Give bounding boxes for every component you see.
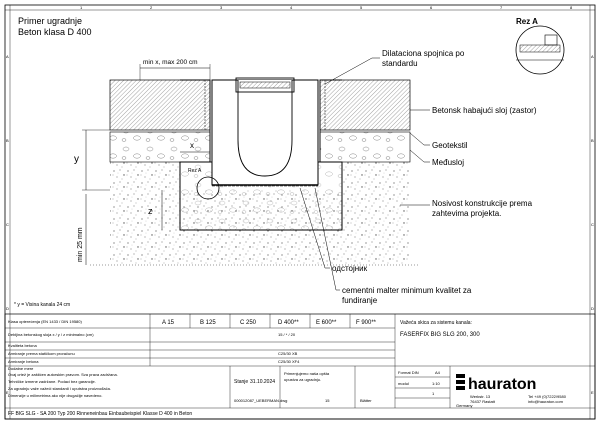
detail-title: Rez A — [516, 17, 538, 26]
border-label-right: B — [591, 138, 594, 143]
note-line2: upustva za ugradnju. — [284, 377, 322, 382]
dim-z: z — [148, 206, 153, 216]
dim-y: y — [74, 154, 79, 165]
product-intro: Važeća skica za sistemu kanala: — [400, 320, 472, 326]
small-row-3: Dodatne mere — [8, 366, 34, 371]
scale-label: modul — [398, 381, 409, 386]
leader-geotextile — [410, 133, 430, 145]
dim-min-bed: min 25 mm — [77, 227, 84, 262]
date-label: Stanje — [234, 379, 249, 385]
date-value: 31.10.2024 — [250, 379, 276, 385]
rez-marker: Rez A — [188, 168, 202, 174]
wearing-layer-right — [320, 80, 410, 130]
annotation-intermediate: Međusloj — [432, 158, 465, 167]
format-value: A4 — [435, 370, 440, 375]
border-label-right: C — [591, 222, 594, 227]
annotation-wearing-layer: Betonsk habajući sloj (zastor) — [432, 106, 537, 115]
address-line3: Germany — [456, 403, 473, 408]
class-c250: C 250 — [240, 320, 257, 326]
contact-email: info@hauraton.com — [528, 399, 563, 404]
annotation-base-line2: zahtevima projekta. — [432, 209, 502, 218]
title-block — [5, 314, 595, 419]
intermediate-layer-left — [110, 132, 210, 162]
detail-profile — [545, 35, 557, 45]
channel-trough — [238, 80, 292, 176]
leader-intermediate — [410, 150, 430, 162]
product-name: FASERFIX BIG SLG 200, 300 — [400, 332, 480, 338]
detail-seal — [520, 45, 560, 52]
c25-a: C25/30 XB — [278, 351, 298, 356]
contact-phone: Tel +49 (0)7222/9580 — [528, 394, 566, 399]
dim-x: x — [190, 141, 194, 150]
drawing-title-line2: Beton klasa D 400 — [18, 27, 92, 37]
format-label: Format DIN — [398, 370, 419, 375]
border-label-top: 7 — [500, 5, 503, 10]
border-label-left: C — [6, 222, 9, 227]
note-line1: Primenjujemo naša opšta — [284, 371, 330, 376]
brand-name: hauraton — [468, 376, 537, 393]
annotation-joint-line1: Dilataciona spojnica po — [382, 49, 465, 58]
c25-b: C25/30 XF4 — [278, 359, 300, 364]
page-number: 15 — [325, 398, 330, 403]
class-d400: D 400** — [278, 320, 299, 326]
annotation-geotextile: Geotekstil — [432, 141, 468, 150]
annotation-mortar-line1: cementni malter minimum kvalitet za — [342, 286, 472, 295]
border-label-left: E — [6, 390, 9, 395]
dim-top-width: min x, max 200 cm — [143, 59, 198, 66]
scale-value: 1:10 — [432, 381, 440, 386]
border-label-left: B — [6, 138, 9, 143]
class-f900: F 900** — [356, 320, 377, 326]
disclaimer-line2: Tehničke izmene zadržane. Podaci bez garancije. — [8, 379, 96, 384]
annotation-offset: одстојник — [332, 264, 368, 273]
grating-bars — [240, 82, 290, 88]
border-label-top: 5 — [360, 5, 363, 10]
small-row-2: Armiranje betona — [8, 359, 39, 364]
class-b125: B 125 — [200, 320, 216, 326]
border-label-top: 3 — [220, 5, 223, 10]
border-label-left: D — [6, 306, 9, 311]
base-layer-left-upper — [110, 162, 180, 190]
wearing-layer-left — [110, 80, 210, 130]
row2-label: Debljina betonskog sloja x / y / z minimalno (cm) — [8, 332, 94, 337]
note-channel-height: * y = Visina kanala 24 cm — [14, 302, 71, 308]
border-label-top: 6 — [430, 5, 433, 10]
drawing-number: 000012087_UEBERMAN.dwg — [234, 398, 288, 403]
sheet-label: Blätter — [360, 398, 372, 403]
footer-text: FF BIG SLG - SA 200 Typ 200 Rinneneinbau Einbaubeispiel Klasse D 400 in Beton — [8, 411, 193, 417]
address-line2: 76437 Rastatt — [470, 399, 495, 404]
address-line1: Werkstr. 13 — [470, 394, 491, 399]
border-label-top: 4 — [290, 5, 293, 10]
disclaimer-line3: Za ugradnju važe važeći standardi i uputstva proizvođača. — [8, 386, 111, 391]
border-label-right: D — [591, 306, 594, 311]
annotation-base-line1: Nosivost konstrukcije prema — [432, 199, 533, 208]
border-label-right: E — [591, 390, 594, 395]
hauraton-logo — [456, 374, 536, 393]
annotation-joint-line2: standardu — [382, 59, 418, 68]
load-class-label: Klasa opterećenja (EN 1433 / DIN 19580) — [8, 319, 82, 324]
border-label-top: 1 — [80, 5, 83, 10]
class-e600: E 600** — [316, 320, 337, 326]
border-label-top: 2 — [150, 5, 153, 10]
border-label-left: A — [6, 54, 9, 59]
disclaimer-line1: Ovaj crtež je zaštićen autorskim pravom. Sva prava zadržana. — [8, 372, 118, 377]
sheet-value: 1 — [432, 391, 435, 396]
class-a15: A 15 — [162, 320, 175, 326]
small-row-1: Armiranje prema statičkom proračunu — [8, 351, 75, 356]
border-label-top: 8 — [570, 5, 573, 10]
border-label-right: A — [591, 54, 594, 59]
annotation-mortar-line2: fundiranje — [342, 296, 378, 305]
intermediate-layer-right — [320, 132, 410, 162]
disclaimer-line4: Dimenzije u milimetrima ako nije drugačije navedeno. — [8, 393, 103, 398]
base-layer-right-upper — [342, 162, 410, 190]
row2-value: 15 / * / 20 — [278, 332, 296, 337]
row3-label: Kvaliteta betona — [8, 343, 37, 348]
drawing-title-line1: Primer ugradnje — [18, 16, 83, 26]
